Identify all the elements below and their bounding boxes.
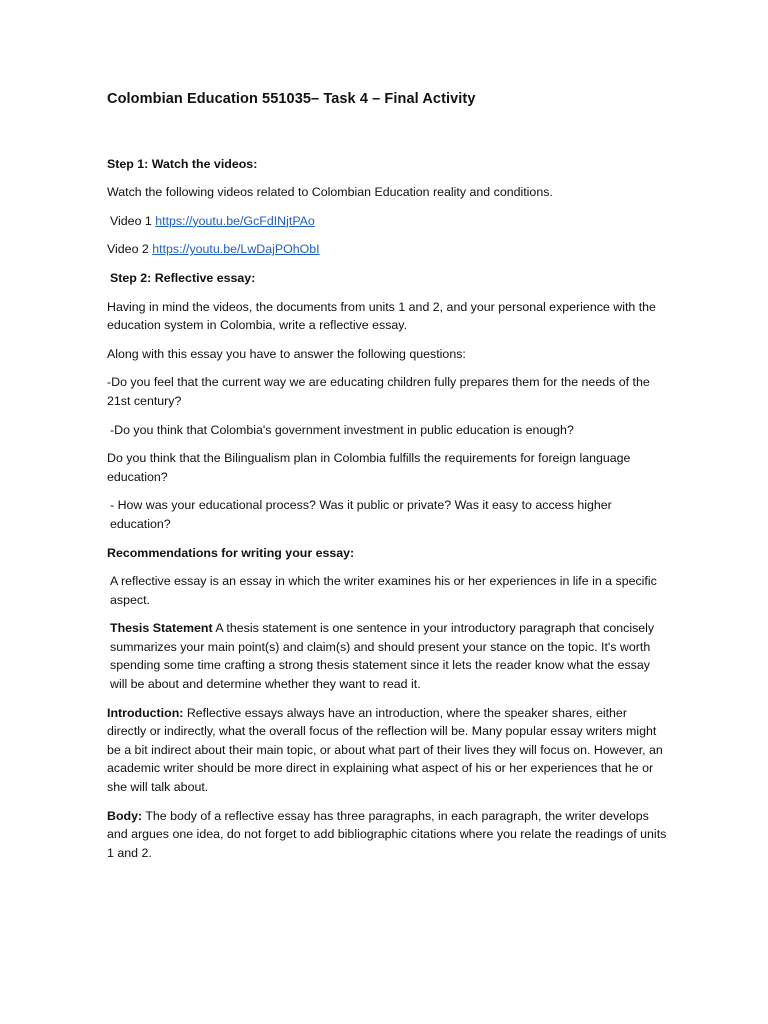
question-3: Do you think that the Bilingualism plan in Colombia fulfills the requirements for foreign language education? bbox=[107, 451, 631, 484]
body-label: Body: bbox=[107, 808, 143, 823]
body-text: The body of a reflective essay has three paragraphs, in each paragraph, the writer develops and argues one idea, do not forget to add bibliographic citations where you relate the readings of units 1 and 2. bbox=[107, 808, 667, 860]
introduction-text: Reflective essays always have an introduction, where the speaker shares, either directly or indirectly, what the overall focus of the reflection will be. Many popular essay writers might be a bit indirect about their main topic, or about what part of their lives they will focus on. However, an academic writer should be more direct in explaining what aspect of his or her experiences that he or she will talk about. bbox=[107, 705, 663, 795]
question-1: -Do you feel that the current way we are educating children fully prepares them for the needs of the 21st century? bbox=[107, 375, 650, 408]
question-2: -Do you think that Colombia's government investment in public education is enough? bbox=[110, 422, 574, 437]
recommendation-definition: A reflective essay is an essay in which the writer examines his or her experiences in life in a specific aspect. bbox=[110, 574, 657, 607]
step2-intro: Having in mind the videos, the documents from units 1 and 2, and your personal experience with the education system in Colombia, write a reflective essay. bbox=[107, 299, 656, 333]
thesis-paragraph bbox=[107, 619, 668, 693]
video2-label: Video 2 bbox=[107, 242, 149, 257]
video1-label: Video 1 bbox=[110, 213, 152, 228]
thesis-text: A thesis statement is one sentence in your introductory paragraph that concisely summarizes your main point(s) and claim(s) and should present your stance on the topic. It's worth spending some time crafting a strong thesis statement since it lets the reader know what the essay will be about and determine whether they want to read it. bbox=[110, 621, 655, 692]
video2-line bbox=[107, 240, 668, 259]
recommendations-heading: Recommendations for writing your essay: bbox=[107, 545, 355, 560]
video1-line bbox=[107, 212, 668, 231]
questions-intro: Along with this essay you have to answer the following questions: bbox=[107, 346, 466, 361]
step2-heading: Step 2: Reflective essay: bbox=[110, 270, 256, 285]
video1-link[interactable]: https://youtu.be/GcFdINjtPAo bbox=[155, 213, 315, 228]
video2-link[interactable]: https://youtu.be/LwDajPOhObI bbox=[152, 242, 320, 257]
document-title: Colombian Education 551035– Task 4 – Final Activity bbox=[107, 91, 476, 107]
step1-intro: Watch the following videos related to Colombian Education reality and conditions. bbox=[107, 185, 553, 200]
body-paragraph bbox=[107, 807, 668, 863]
thesis-label: Thesis Statement bbox=[110, 621, 213, 636]
introduction-label: Introduction: bbox=[107, 705, 184, 720]
step1-heading: Step 1: Watch the videos: bbox=[107, 156, 258, 171]
introduction-paragraph bbox=[107, 704, 668, 797]
question-4: - How was your educational process? Was it public or private? Was it easy to access higher education? bbox=[110, 498, 612, 531]
